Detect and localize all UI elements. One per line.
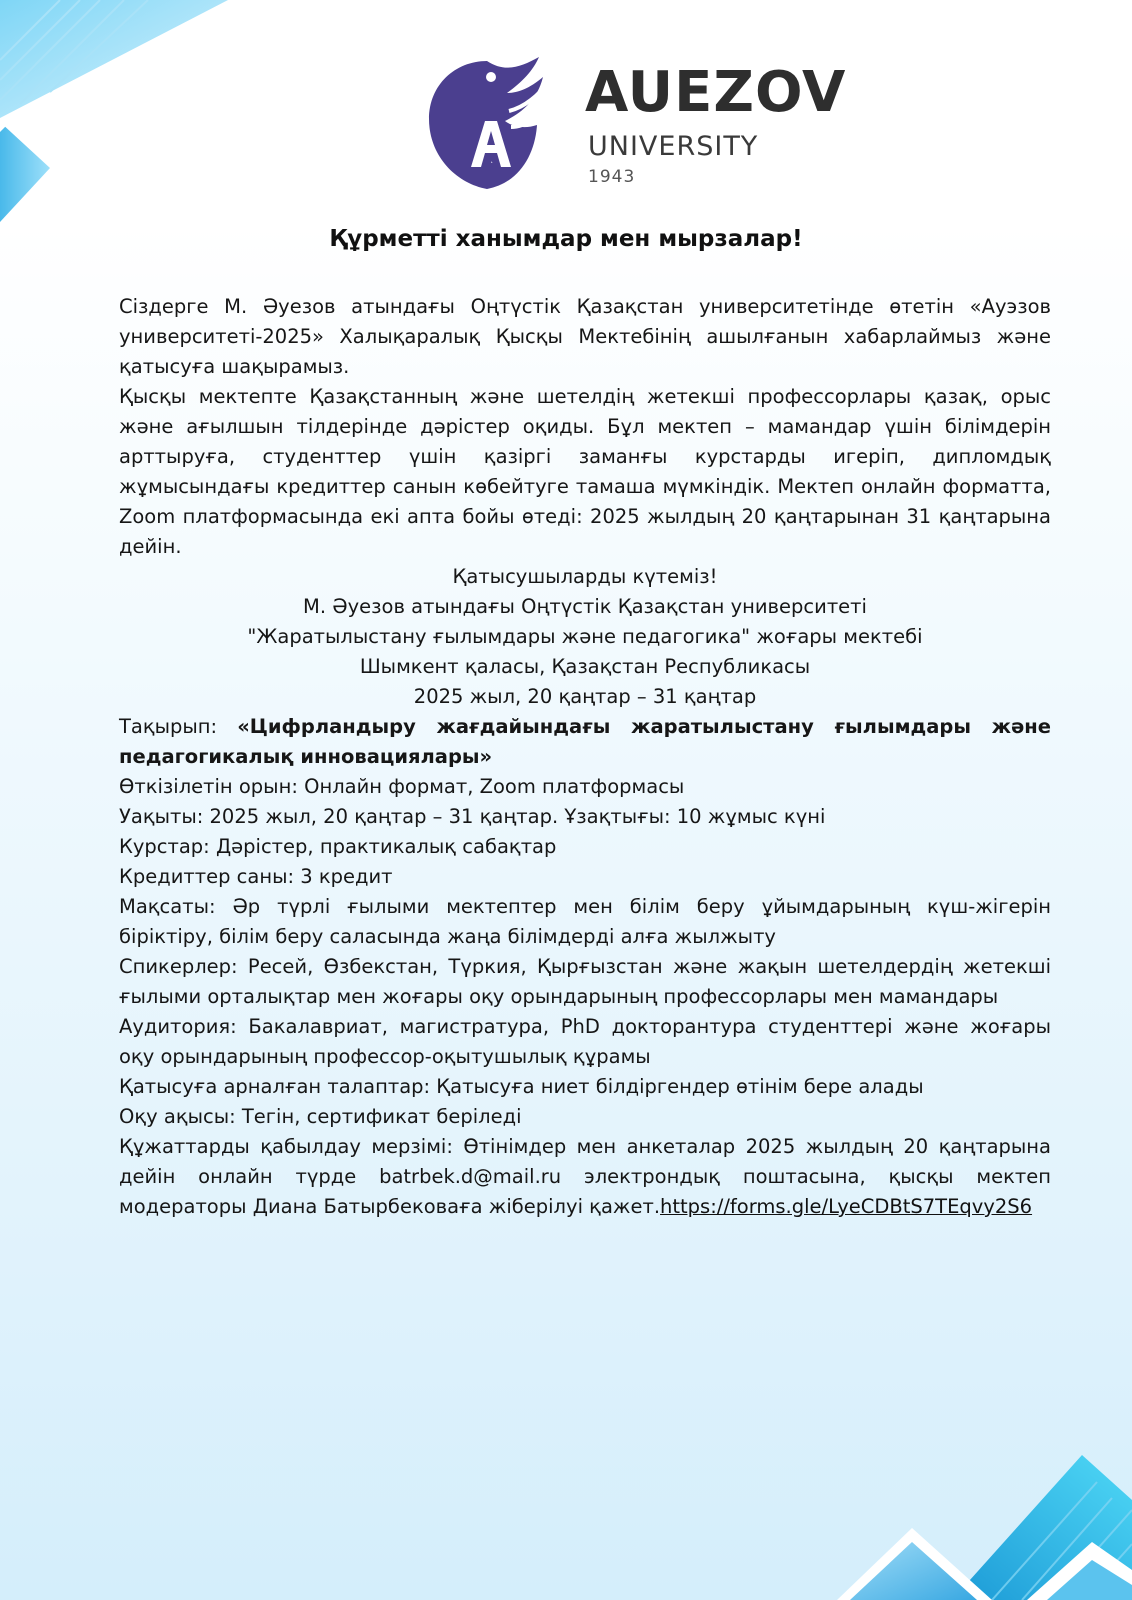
deadline-text: Құжаттарды қабылдау мерзімі: Өтінімдер мен анкеталар 2025 жылдың 20 қаңтарына дейін онлайн түрде batrbek.d@mail.ru электрондық поштасына, қысқы мектеп модераторы Диана Батырбековаға жіберілуі қажет. [119, 1135, 1051, 1218]
university-line: М. Әуезов атындағы Оңтүстік Қазақстан университеті [303, 595, 867, 618]
detail-fee: Оқу ақысы: Тегін, сертификат беріледі [119, 1105, 522, 1128]
svg-text:A: A [491, 162, 493, 164]
invite-line: Қатысушыларды күтеміз! [452, 565, 718, 588]
topic-label: Тақырып: [119, 715, 238, 738]
logo-year: 1943 [588, 167, 636, 187]
location-line: Шымкент қаласы, Қазақстан Республикасы [359, 655, 811, 678]
detail-credits: Кредиттер саны: 3 кредит [119, 865, 393, 888]
school-line: "Жаратылыстану ғылымдары және педагогика" жоғары мектебі [247, 625, 923, 648]
detail-requirements: Қатысуға арналған талаптар: Қатысуға ниет білдіргендер өтінім бере алады [119, 1075, 924, 1098]
detail-venue: Өткізілетін орын: Онлайн формат, Zoom платформасы [119, 775, 685, 798]
registration-form-link[interactable]: https://forms.gle/LyeCDBtS7TEqvy2S6 [660, 1195, 1033, 1218]
detail-audience: Аудитория: Бакалавриат, магистратура, PhD докторантура студенттері және жоғары оқу орындарының профессор-оқытушылық құрамы [119, 1015, 1051, 1068]
logo-wordmark: AUEZOV [585, 60, 847, 125]
corner-decoration-top-left [0, 0, 240, 230]
logo-subtitle: UNIVERSITY [588, 131, 759, 162]
description-paragraph: Қысқы мектепте Қазақстанның және шетелдің жетекші профессорлары қазақ, орыс және ағылшын тілдерінде дәрістер оқиды. Бұл мектеп – мамандар үшін білімдерін арттыруға, студенттер үшін қазіргі заманғы курстарды игеріп, дипломдық жұмысындағы кредиттер санын көбейтуге тамаша мүмкіндік. Мектеп онлайн форматта, Zoom платформасында екі апта бойы өтеді: 2025 жылдың 20 қаңтарынан 31 қаңтарына дейін. [119, 385, 1051, 558]
detail-time: Уақыты: 2025 жыл, 20 қаңтар – 31 қаңтар. Ұзақтығы: 10 жұмыс күні [119, 805, 826, 828]
detail-speakers: Спикерлер: Ресей, Өзбекстан, Түркия, Қырғызстан және жақын шетелдердің жетекші ғылыми орталықтар мен жоғары оқу орындарының профессорлары мен мамандары [119, 955, 1051, 1008]
topic-paragraph [119, 712, 1051, 772]
letter-body [119, 292, 1051, 1222]
university-emblem-icon [425, 55, 555, 195]
detail-goal: Мақсаты: Әр түрлі ғылыми мектептер мен білім беру ұйымдарының күш-жігерін біріктіру, білім беру саласында жаңа білімдерді алға жылжыту [119, 895, 1051, 948]
corner-decoration-bottom-right [832, 1420, 1132, 1600]
intro-paragraph: Сіздерге М. Әуезов атындағы Оңтүстік Қазақстан университетінде өтетін «Ауэзов университеті-2025» Халықаралық Қысқы Мектебінің ашылғанын хабарлаймыз және қатысуға шақырамыз. [119, 295, 1051, 378]
dates-line: 2025 жыл, 20 қаңтар – 31 қаңтар [413, 685, 757, 708]
greeting-heading: Құрметті ханымдар мен мырзалар! [329, 226, 803, 252]
topic-value: «Цифрландыру жағдайындағы жаратылыстану ғылымдары және педагогикалық инновациялары» [119, 715, 1051, 768]
detail-courses: Курстар: Дәрістер, практикалық сабақтар [119, 835, 557, 858]
university-logo [425, 55, 845, 195]
deadline-paragraph [119, 1132, 1051, 1222]
